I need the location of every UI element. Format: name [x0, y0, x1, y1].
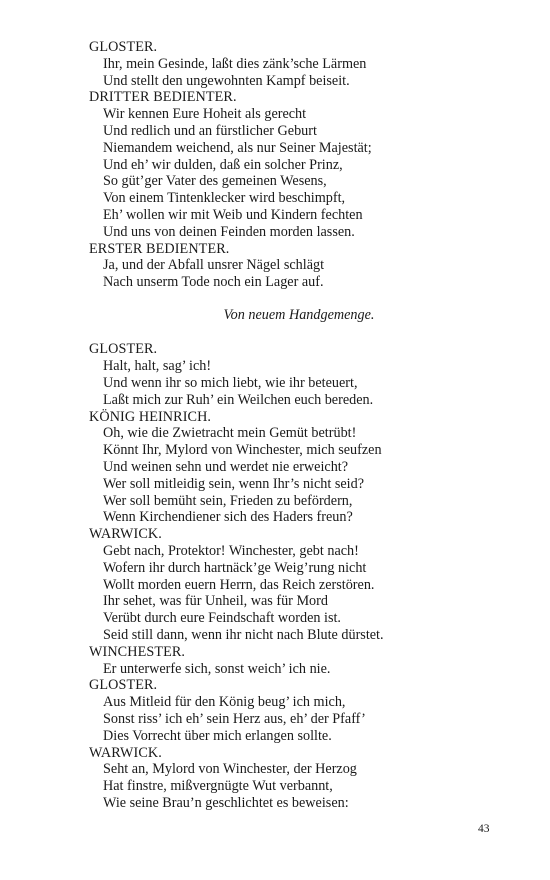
verse-line: Er unterwerfe sich, sonst weich’ ich nie.: [103, 660, 331, 677]
verse-line: Wollt morden euern Herrn, das Reich zerstören.: [103, 576, 375, 593]
dialogue-block-2: [89, 341, 509, 811]
verse-line: Ihr, mein Gesinde, laßt dies zänk’sche Lärmen: [103, 55, 367, 72]
verse-line: Seid still dann, wenn ihr nicht nach Blute dürstet.: [103, 626, 384, 643]
verse-line: Wofern ihr durch hartnäck’ge Weig’rung nicht: [103, 559, 367, 576]
verse-line: Aus Mitleid für den König beug’ ich mich,: [103, 694, 346, 711]
verse-line: Wie seine Brau’n geschlichtet es beweisen:: [103, 794, 349, 811]
verse-line: Wer soll bemüht sein, Frieden zu befördern,: [103, 492, 353, 509]
verse-line: Verübt durch eure Feindschaft worden ist.: [103, 610, 341, 627]
verse-line: Oh, wie die Zwietracht mein Gemüt betrübt!: [103, 425, 357, 442]
speaker-name: WARWICK.: [89, 744, 162, 761]
verse-line: Wer soll mitleidig sein, wenn Ihr’s nicht seid?: [103, 475, 365, 492]
book-page-text: [89, 39, 509, 812]
verse-line: Seht an, Mylord von Winchester, der Herzog: [103, 761, 357, 778]
verse-line: Laßt mich zur Ruh’ ein Weilchen euch bereden.: [103, 391, 374, 408]
speaker-name: GLOSTER.: [89, 39, 158, 55]
speaker-name: ERSTER BEDIENTER.: [89, 240, 230, 257]
speaker-name: GLOSTER.: [89, 341, 158, 358]
verse-line: Dies Vorrecht über mich erlangen sollte.: [103, 727, 332, 744]
speaker-name: KÖNIG HEINRICH.: [89, 408, 212, 425]
verse-line: Sonst riss’ ich eh’ sein Herz aus, eh’ der Pfaff’: [103, 710, 366, 727]
verse-line: Könnt Ihr, Mylord von Winchester, mich seufzen: [103, 442, 382, 459]
verse-line: Wir kennen Eure Hoheit als gerecht: [103, 106, 307, 123]
verse-line: Und eh’ wir dulden, daß ein solcher Prinz,: [103, 156, 343, 173]
verse-line: Niemandem weichend, als nur Seiner Majestät;: [103, 139, 372, 156]
verse-line: Und stellt den ungewohnten Kampf beiseit.: [103, 72, 350, 89]
verse-line: Von einem Tintenklecker wird beschimpft,: [103, 190, 346, 207]
verse-line: Halt, halt, sag’ ich!: [103, 358, 212, 375]
verse-line: Eh’ wollen wir mit Weib und Kindern fechten: [103, 206, 363, 223]
verse-line: Nach unserm Tode noch ein Lager auf.: [103, 274, 324, 291]
verse-line: Hat finstre, mißvergnügte Wut verbannt,: [103, 778, 333, 795]
page-number: 43: [478, 823, 490, 835]
speaker-name: GLOSTER.: [89, 677, 158, 694]
verse-line: Gebt nach, Protektor! Winchester, gebt nach!: [103, 543, 359, 559]
verse-line: Und wenn ihr so mich liebt, wie ihr beteuert,: [103, 375, 358, 392]
stage-direction: Von neuem Handgemenge.: [223, 307, 375, 324]
speaker-name: DRITTER BEDIENTER.: [89, 89, 237, 106]
speaker-name: WINCHESTER.: [89, 643, 186, 660]
verse-line: So güt’ger Vater des gemeinen Wesens,: [103, 173, 327, 190]
dialogue-block-1: [89, 39, 509, 291]
speaker-name: WARWICK.: [89, 526, 162, 543]
verse-line: Und weinen sehn und werdet nie erweicht?: [103, 459, 349, 476]
verse-line: Ihr sehet, was für Unheil, was für Mord: [103, 593, 328, 610]
verse-line: Und redlich und an fürstlicher Geburt: [103, 122, 317, 139]
verse-line: Ja, und der Abfall unsrer Nägel schlägt: [103, 257, 325, 274]
verse-line: Und uns von deinen Feinden morden lassen.: [103, 223, 355, 240]
verse-line: Wenn Kirchendiener sich des Haders freun?: [103, 509, 353, 526]
